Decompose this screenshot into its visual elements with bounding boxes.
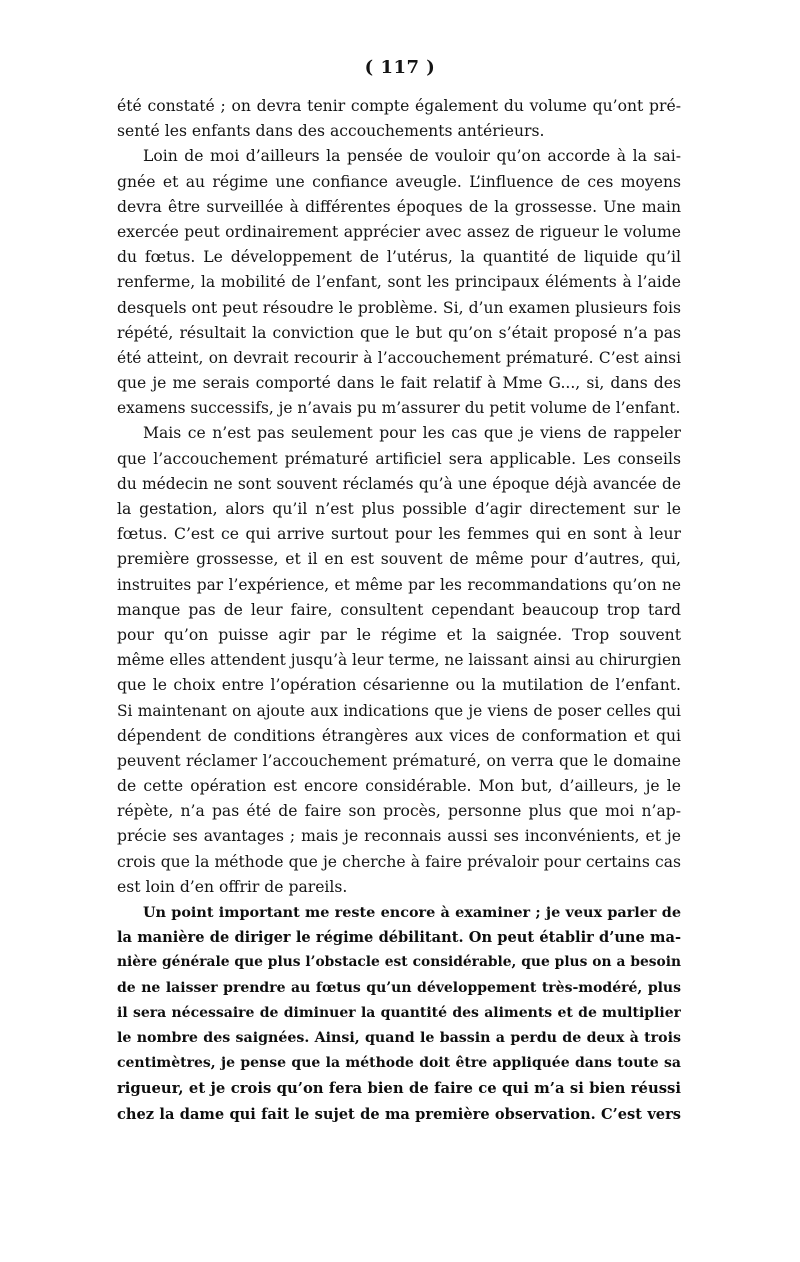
text-line: devra être surveillée à différentes époques de la grossesse. Une main [117,197,681,216]
text-line: du fœtus. Le développement de l’utérus, la quantité de liquide qu’il [117,248,681,267]
text-line: instruites par l’expérience, et même par les recommandations qu’on ne [117,575,681,594]
text-line: senté les enfants dans des accouchements antérieurs. [117,122,545,141]
text-line: répété, résultait la conviction que le but qu’on s’était proposé n’a pas [117,323,681,342]
text-line: Un point important me reste encore à examiner ; je veux parler de [143,904,681,921]
text-line: Loin de moi d’ailleurs la pensée de vouloir qu’on accorde à la sai- [143,147,681,166]
text-line: que l’accouchement prématuré artificiel sera applicable. Les conseils [117,449,681,468]
text-line: manque pas de leur faire, consultent cependant beaucoup trop tard [117,600,681,619]
text-line: le nombre des saignées. Ainsi, quand le bassin a perdu de deux à trois [117,1029,681,1046]
text-line: nière générale que plus l’obstacle est considérable, que plus on a besoin [117,954,681,971]
text-line: il sera nécessaire de diminuer la quantité des aliments et de multiplier [117,1004,681,1021]
text-line: répète, n’a pas été de faire son procès, personne plus que moi n’ap- [117,802,681,821]
text-line: pour qu’on puisse agir par le régime et la saignée. Trop souvent [117,625,681,644]
text-line: première grossesse, et il en est souvent de même pour d’autres, qui, [117,550,681,569]
text-line: centimètres, je pense que la méthode doit être appliquée dans toute sa [117,1055,681,1072]
text-line: été atteint, on devrait recourir à l’accouchement prématuré. C’est ainsi [117,348,681,367]
text-line: gnée et au régime une confiance aveugle. L’influence de ces moyens [117,172,681,191]
text-line: examens successifs, je n’avais pu m’assurer du petit volume de l’enfant. [117,399,681,418]
text-line: exercée peut ordinairement apprécier avec assez de rigueur le volume [117,222,681,241]
text-line: chez la dame qui fait le sujet de ma première observation. C’est vers [117,1105,681,1123]
text-line: la gestation, alors qu’il n’est plus possible d’agir directement sur le [117,500,681,518]
text-line: peuvent réclamer l’accouchement prématuré, on verra que le domaine [117,751,681,770]
text-line: que je me serais comporté dans le fait relatif à Mme G..., si, dans des [117,374,681,393]
text-line: Mais ce n’est pas seulement pour les cas que je viens de rappeler [143,424,681,443]
text-line: est loin d’en offrir de pareils. [117,877,348,896]
text-line: renferme, la mobilité de l’enfant, sont les principaux éléments à l’aide [117,273,681,292]
text-line: la manière de diriger le régime débilitant. On peut établir d’une ma- [117,929,681,947]
body-text [117,94,681,1127]
text-line: de cette opération est encore considérable. Mon but, d’ailleurs, je le [117,777,681,796]
text-line: été constaté ; on devra tenir compte également du volume qu’ont pré- [117,97,681,115]
text-line: rigueur, et je crois qu’on fera bien de faire ce qui m’a si bien réussi [117,1080,681,1098]
page-number: ( 117 ) [364,57,436,78]
text-line: crois que la méthode que je cherche à faire prévaloir pour certains cas [117,852,681,871]
text-line: du médecin ne sont souvent réclamés qu’à une époque déjà avancée de [117,474,681,493]
text-line: Si maintenant on ajoute aux indications que je viens de poser celles qui [117,701,681,720]
text-line: que le choix entre l’opération césarienne ou la mutilation de l’enfant. [117,676,681,695]
text-line: même elles attendent jusqu’à leur terme, ne laissant ainsi au chirurgien [117,651,681,670]
text-line: dépendent de conditions étrangères aux vices de conformation et qui [117,726,681,745]
text-line: de ne laisser prendre au fœtus qu’un développement très-modéré, plus [117,979,681,996]
text-line: desquels ont peut résoudre le problème. Si, d’un examen plusieurs fois [117,298,681,317]
text-line: fœtus. C’est ce qui arrive surtout pour les femmes qui en sont à leur [117,525,681,544]
text-line: précie ses avantages ; mais je reconnais aussi ses inconvénients, et je [117,827,681,846]
